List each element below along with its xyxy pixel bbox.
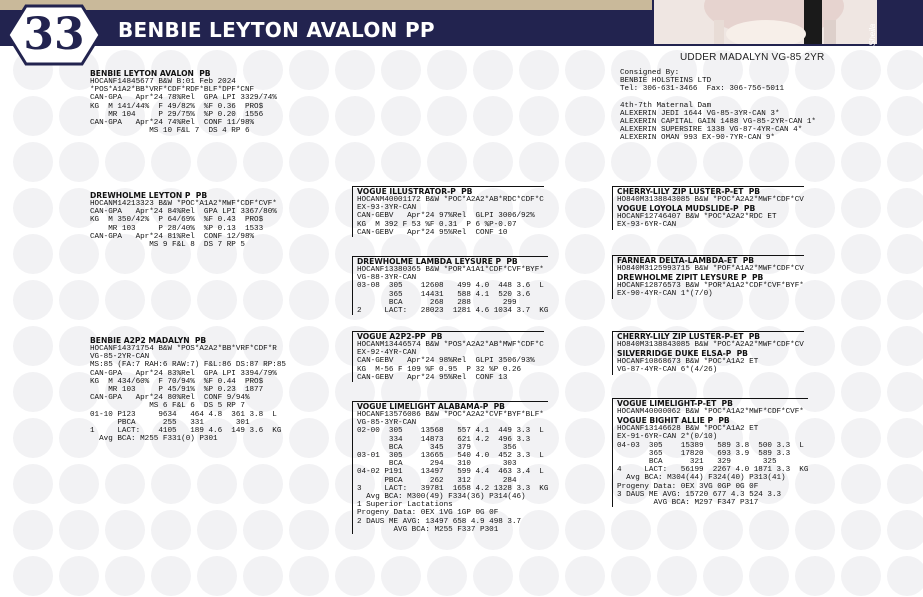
background-dot [887,234,923,274]
background-dot [105,142,145,182]
record-line: MR 104 P 29/75% %P 0.20 1556 [90,110,264,119]
background-dot [289,96,329,136]
background-dot [795,142,835,182]
record-line: KG M 350/42% P 64/69% %F 0.43 PRO$ [90,216,264,225]
record-line: CAN-GEBV Apr*24 95%Rel CONF 10 [357,228,508,237]
animal-name: CHERRY-LILY ZIP LUSTER-P-ET PB [617,187,761,196]
background-dot [289,464,329,504]
record-line: HOCANF13380365 B&W *POR*A1A1*CDF*CVF*BYF* [357,266,544,274]
background-dot [381,556,421,596]
animal-entry-ggs-3 [612,331,804,375]
record-line: HOCANF10868673 B&W *POC*A1A2 ET [617,358,759,367]
background-dot [289,326,329,366]
background-dot [887,556,923,596]
background-dot [13,188,53,228]
background-dot [887,464,923,504]
animal-name: FARNEAR DELTA-LAMBDA-ET PB [617,256,755,265]
background-dot [519,556,559,596]
background-dot [841,510,881,550]
background-dot [289,234,329,274]
background-dot [381,96,421,136]
animal-entry-dam-sire [352,331,544,382]
record-line: ALEXERIN OMAN 993 EX-90-7YR-CAN 9* [620,134,775,143]
record-line: Avg BCA: M300(49) F334(36) P314(46) [357,493,526,502]
lot-number: 33 [23,9,85,60]
background-dot [197,556,237,596]
background-dot [243,142,283,182]
record-line: BENBIE HOLSTEINS LTD [620,77,712,86]
background-dot [657,510,697,550]
background-dot [611,510,651,550]
background-dot [13,142,53,182]
animal-entry-ggs-1 [612,186,804,230]
record-line: KG M-56 F 109 %F 0.95 P 32 %P 0.26 [357,365,522,374]
record-line: CAN-GPA Apr*24 80%Rel CONF 9/94% [90,394,250,403]
animal-name: VOGUE BIGHIT ALLIE P PB [617,416,730,426]
background-dot [289,142,329,182]
background-dot [887,510,923,550]
background-dot [565,280,605,320]
background-dot [335,556,375,596]
background-dot [13,372,53,412]
record-line: CAN-GEBV Apr*24 95%Rel CONF 13 [357,373,508,382]
record-line: BCA 268 288 299 [357,298,517,307]
record-line: 4 LACT: 56199 2267 4.0 1871 3.3 KG [617,466,809,475]
record-line: KG M 141/44% F 49/82% %F 0.36 PRO$ [90,102,264,111]
record-line: EX-93-3YR-CAN [357,204,417,213]
record-line: EX-91-6YR-CAN 2*(0/10) [617,433,718,442]
background-dot [289,418,329,458]
record-line: CAN-GEBV Apr*24 98%Rel GLPI 3506/93% [357,357,535,366]
record-line: 03-01 305 13665 540 4.0 452 3.3 L [357,452,544,461]
record-line: MS 10 F&L 7 DS 4 RP 6 [90,127,250,136]
record-line: VG-85-2YR-CAN [90,353,150,362]
background-dot [289,510,329,550]
record-line: HOCANM40001172 B&W *POC*A2A2*AB*RDC*CDF*C [357,196,544,204]
background-dot [611,142,651,182]
background-dot [565,326,605,366]
background-dot [749,510,789,550]
background-dot [243,510,283,550]
animal-entry-sire-sire [352,186,544,237]
record-line: PBCA 262 312 284 [357,476,517,485]
animal-name: BENBIE LEYTON AVALON PB [90,69,211,78]
record-line: HOCANF14845677 B&W B:01 Feb 2024 [90,78,236,86]
background-dot [841,464,881,504]
record-line: 3 DAUS ME AVG: 15720 677 4.3 524 3.3 [617,490,782,499]
animal-entry-sire [90,191,277,249]
lot-title: BENBIE LEYTON AVALON PP [118,18,435,42]
background-dot [289,50,329,90]
record-line: VG-88-3YR-CAN [357,274,417,283]
record-line: HOCANF14371754 B&W *POS*A2A2*BB*VRF*CDF*R [90,345,277,353]
background-dot [887,280,923,320]
animal-name: BENBIE A2P2 MADALYN PB [90,336,207,345]
background-dot [657,142,697,182]
background-dot [13,418,53,458]
background-dot [841,280,881,320]
background-dot [335,96,375,136]
background-dot [13,464,53,504]
background-dot [427,50,467,90]
background-dot [105,464,145,504]
record-line: CAN-GPA Apr*24 83%Rel GPA LPI 3394/79% [90,369,277,378]
background-dot [243,280,283,320]
background-dot [703,142,743,182]
background-dot [59,556,99,596]
background-dot [473,96,513,136]
record-line: 3 LACT: 39781 1658 4.2 1328 3.3 KG [357,484,549,493]
background-dot [565,234,605,274]
background-dot [289,280,329,320]
record-line: PBCA 255 331 301 [90,418,250,427]
animal-name: VOGUE A2P2-PP PB [357,332,443,341]
lot-banner [0,9,660,60]
background-dot [887,372,923,412]
animal-entry-ggs-4 [612,398,808,507]
background-dot [335,142,375,182]
background-dot [13,234,53,274]
animal-name: DREWHOLME ZIPIT LEYSURE P PB [617,273,764,283]
background-dot [13,96,53,136]
record-line: 04-02 P191 13497 599 4.4 463 3.4 L [357,468,544,477]
background-dot [565,510,605,550]
animal-name: DREWHOLME LAMBDA LEYSURE P PB [357,257,518,266]
background-dot [105,556,145,596]
record-line: 4th-7th Maternal Dam [620,101,712,110]
record-line: *POS*A1A2*BB*VRF*CDF*RDF*BLF*DPF*CNF [90,86,255,95]
udder-photo-image [654,0,879,44]
background-dot [335,50,375,90]
record-line: CAN-GEBV Apr*24 97%Rel GLPI 3006/92% [357,212,535,221]
record-line: 334 14873 621 4.2 496 3.3 [357,435,531,444]
background-dot [289,188,329,228]
background-dot [151,556,191,596]
record-line: HOCANF12876573 B&W *POR*A1A2*CDF*CVF*BYF* [617,282,804,291]
animal-name: VOGUE ILLUSTRATOR-P PB [357,187,473,196]
record-line: CAN-GPA Apr*24 84%Rel GPA LPI 3367/80% [90,208,277,217]
record-line: ALEXERIN CAPITAL GAIN 1488 VG-85-2YR-CAN 1* [620,118,816,127]
record-line: BCA 321 329 325 [617,458,777,467]
background-dot [105,510,145,550]
background-dot [565,50,605,90]
background-dot [427,96,467,136]
spacer [620,94,816,102]
record-line: 02-00 305 13568 557 4.1 449 3.3 L [357,427,544,436]
background-dot [703,510,743,550]
record-line: Consigned By: [620,69,680,77]
background-dot [197,510,237,550]
background-dot [703,556,743,596]
background-dot [59,510,99,550]
record-line: HO840M3125993715 B&W *POF*A1A2*MWF*CDF*CV [617,265,804,273]
background-dot [151,142,191,182]
animal-name: VOGUE LIMELIGHT ALABAMA-P PB [357,402,505,411]
background-dot [841,326,881,366]
record-line: HO840M3138843085 B&W *POC*A2A2*MWF*CDF*CV [617,196,804,204]
record-line: ALEXERIN JEDI 1644 VG-85-3YR-CAN 3* [620,109,780,118]
background-dot [381,50,421,90]
record-line: HOCANM13446574 B&W *POS*A2A2*AB*MWF*CDF*C [357,341,544,349]
background-dot [13,510,53,550]
background-dot [105,280,145,320]
record-line: 01-10 P123 9634 464 4.8 361 3.8 L [90,410,277,419]
record-line: BCA 345 379 356 [357,443,517,452]
background-dot [59,280,99,320]
background-dot [887,326,923,366]
background-dot [565,142,605,182]
background-dot [749,142,789,182]
background-dot [427,142,467,182]
consignor-block [620,69,816,143]
record-line: AVG BCA: M297 F347 P317 [617,499,759,508]
background-dot [887,50,923,90]
background-dot [427,556,467,596]
record-line: 365 14431 588 4.1 520 3.6 [357,290,531,299]
background-dot [151,510,191,550]
background-dot [289,556,329,596]
record-line: VG-87-4YR-CAN 6*(4/26) [617,366,718,375]
record-line: 1 Superior Lactations [357,501,453,510]
record-line: 1 LACT: 4105 189 4.6 149 3.6 KG [90,427,282,436]
animal-name: DREWHOLME LEYTON P PB [90,191,208,200]
record-line: Progeny Data: 0EX 3VG 0GP 0G 0F [617,482,759,491]
background-dot [151,464,191,504]
record-line: AVG BCA: M255 F337 P301 [357,525,499,534]
record-line: 04-03 305 15389 589 3.8 500 3.3 L [617,441,804,450]
background-dot [473,556,513,596]
record-line: HOCANM40000062 B&W *POC*A1A2*MWF*CDF*CVF* [617,408,804,416]
animal-name: SILVERRIDGE DUKE ELSA-P PB [617,349,748,359]
background-dot [795,510,835,550]
background-dot [13,326,53,366]
background-dot [841,556,881,596]
background-dot [151,280,191,320]
background-dot [519,142,559,182]
background-dot [887,142,923,182]
record-line: Tel: 306-631-3466 Fax: 306-756-5011 [620,85,785,94]
background-dot [841,372,881,412]
background-dot [841,50,881,90]
record-line: MR 103 P 45/91% %P 0.23 1877 [90,386,264,395]
background-dot [887,188,923,228]
record-line: MS 9 F&L 8 DS 7 RP 5 [90,241,245,250]
record-line: EX-92-4YR-CAN [357,349,417,358]
background-dot [841,96,881,136]
record-line: HOCANF12746407 B&W *POC*A2A2*RDC ET [617,213,777,222]
animal-name: VOGUE LIMELIGHT-P-ET PB [617,399,733,408]
background-dot [473,50,513,90]
record-line: CAN-GPA Apr*24 74%Rel CONF 11/98% [90,119,255,128]
photo-side-bar [877,0,923,46]
background-dot [565,556,605,596]
background-dot [519,96,559,136]
record-line: VG-85-3YR-CAN [357,419,417,428]
background-dot [59,464,99,504]
animal-entry-dam-dam [352,401,548,534]
background-dot [565,96,605,136]
photo-credit: Sheila [868,23,877,46]
background-dot [59,142,99,182]
background-dot [611,556,651,596]
record-line: EX-93-6YR-CAN [617,221,677,230]
background-dot [841,418,881,458]
record-line: EX-90-4YR-CAN 1*(7/0) [617,290,713,299]
animal-entry-subject [90,69,277,135]
background-dot [243,556,283,596]
background-dot [197,142,237,182]
background-dot [13,280,53,320]
background-dot [841,188,881,228]
background-dot [565,188,605,228]
background-dot [519,50,559,90]
background-dot [887,96,923,136]
background-dot [795,556,835,596]
animal-name: CHERRY-LILY ZIP LUSTER-P-ET PB [617,332,761,341]
background-dot [243,464,283,504]
background-dot [841,142,881,182]
background-dot [289,372,329,412]
animal-entry-ggs-2 [612,255,804,299]
record-line: KG M 434/60% F 70/94% %F 0.44 PRO$ [90,377,264,386]
animal-entry-sire-dam [352,256,548,315]
record-line: Progeny Data: 0EX 1VG 1GP 0G 0F [357,509,499,518]
record-line: 2 LACT: 28023 1281 4.6 1034 3.7 KG [357,307,549,316]
udder-photo [652,0,881,46]
background-dot [749,556,789,596]
record-line: MR 103 P 28/40% %P 0.13 1533 [90,224,264,233]
record-line: BCA 294 310 303 [357,460,517,469]
record-line: HOCANF13576086 B&W *POC*A2A2*CVF*BYF*BLF* [357,411,544,419]
record-line: HOCANF13146628 B&W *POC*A1A2 ET [617,425,759,434]
background-dot [565,464,605,504]
record-line: MS:85 (FA:7 RAH:6 RAW:7) F&L:86 DS:87 RP:85 [90,361,286,370]
record-line: 03-08 305 12608 499 4.0 448 3.6 L [357,282,544,291]
record-line: 365 17820 693 3.9 589 3.3 [617,449,791,458]
record-line: MS 6 F&L 6 DS 5 RP 7 [90,402,245,411]
record-line: ALEXERIN SUPERSIRE 1338 VG-87-4YR-CAN 4* [620,126,803,135]
background-dot [565,418,605,458]
animal-name: VOGUE LOYOLA MUDSLIDE-P PB [617,204,756,214]
background-dot [13,556,53,596]
background-dot [381,142,421,182]
record-line: 2 DAUS ME AVG: 13497 658 4.9 498 3.7 [357,517,522,526]
background-dot [197,464,237,504]
background-dot [841,234,881,274]
record-line: HO840M3138843085 B&W *POC*A2A2*MWF*CDF*CV [617,341,804,349]
background-dot [887,418,923,458]
animal-entry-dam [90,336,286,443]
record-line: HOCANM14213323 B&W *POC*A1A2*MWF*CDF*CVF* [90,200,277,208]
record-line: Avg BCA: M304(44) F324(40) P313(41) [617,474,786,483]
record-line: CAN-GPA Apr*24 78%Rel GPA LPI 3329/74% [90,94,277,103]
background-dot [565,372,605,412]
background-dot [197,280,237,320]
background-dot [473,142,513,182]
record-line: CAN-GPA Apr*24 81%Rel CONF 12/98% [90,232,255,241]
background-dot [657,556,697,596]
record-line: Avg BCA: M255 F331(0) P301 [90,435,218,444]
record-line: KG M 392 F 53 %F 0.31 P 6 %P-0.07 [357,220,517,229]
photo-caption: UDDER MADALYN VG-85 2YR [680,52,825,63]
